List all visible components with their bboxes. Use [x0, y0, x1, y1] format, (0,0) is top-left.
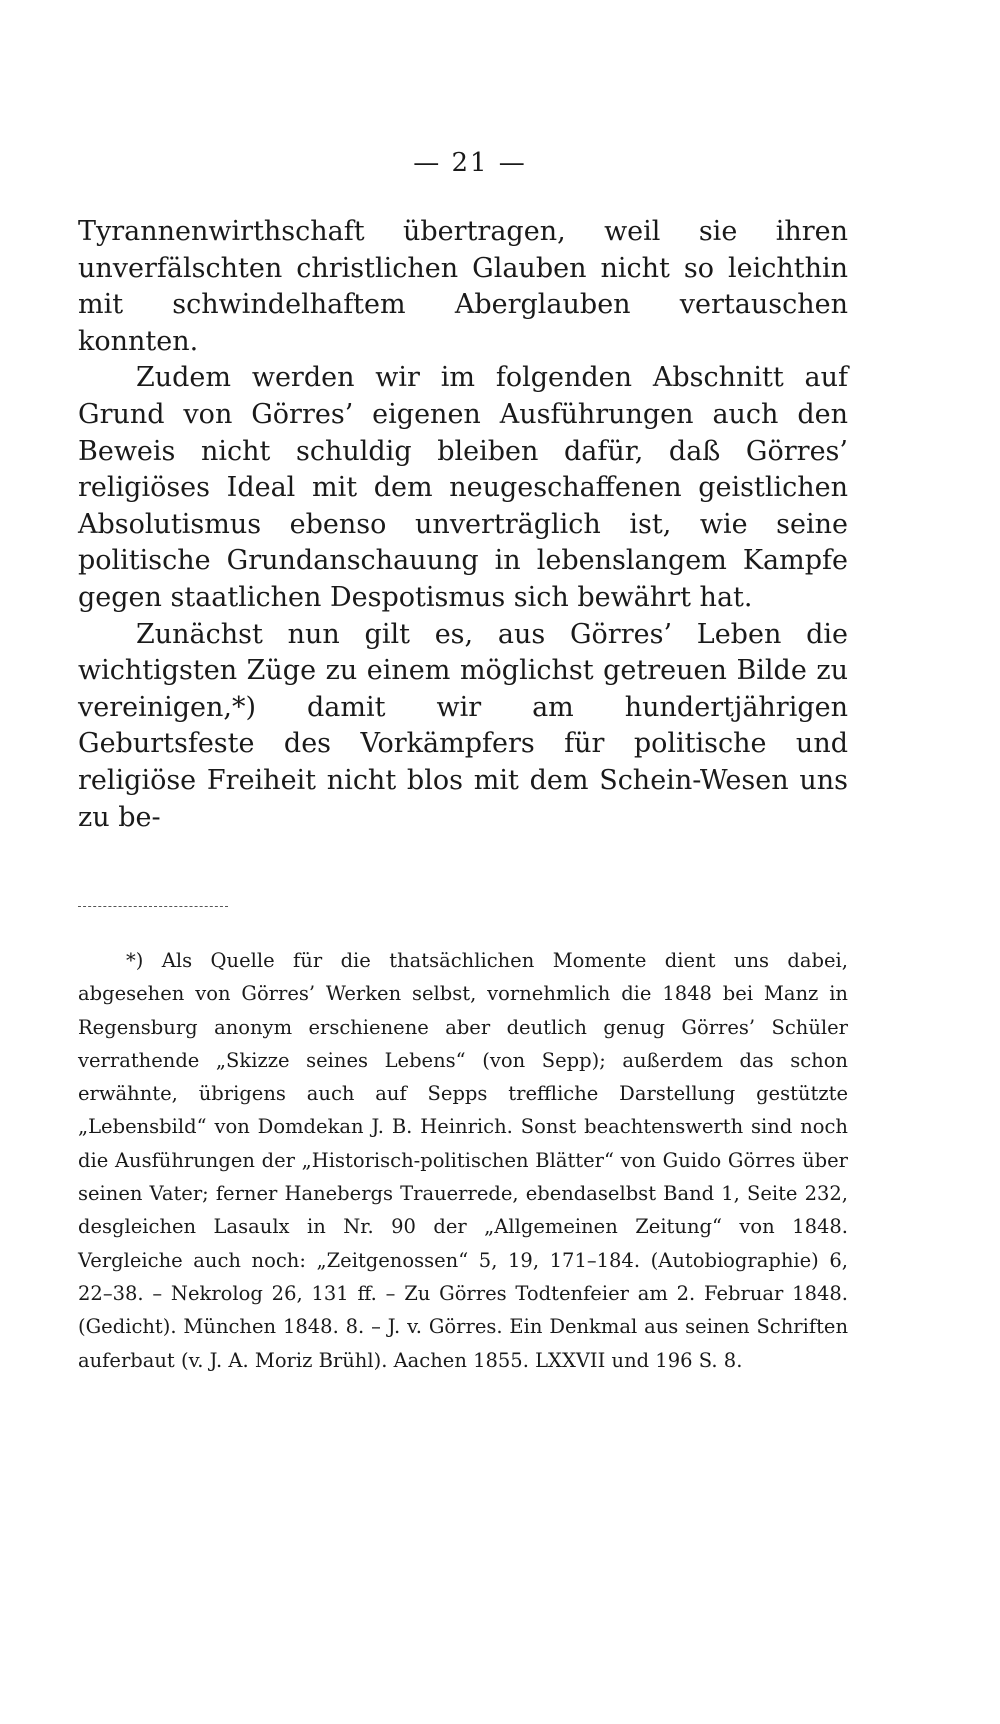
footnote [78, 944, 848, 1377]
paragraph-3: Zunächst nun gilt es, aus Görres’ Leben die wichtigsten Züge zu einem möglichst getreuen Bilde zu vereinigen,*) damit wir am hundertjährigen Geburtsfeste des Vorkämpfers für politische und religiöse Freiheit nicht blos mit dem Schein-Wesen uns zu be- [78, 618, 848, 833]
footnote-divider [78, 906, 228, 907]
paragraph-2: Zudem werden wir im folgenden Abschnitt auf Grund von Görres’ eigenen Ausführungen auch den Beweis nicht schuldig bleiben dafür, daß Görres’ religiöses Ideal mit dem neugeschaffenen geistlichen Absolutismus ebenso unverträglich ist, wie seine politische Grundanschauung in lebenslangem Kampfe gegen staatlichen Despotismus sich bewährt hat. [78, 362, 848, 613]
paragraph-1: Tyrannenwirthschaft übertragen, weil sie ihren unverfälschten christlichen Glauben nicht so leichthin mit schwindelhaftem Aberglauben vertauschen konnten. [78, 216, 848, 357]
page-number: — 21 — [413, 148, 527, 178]
footnote-text: *) Als Quelle für die thatsächlichen Momente dient uns dabei, abgesehen von Görres’ Werken selbst, vornehmlich die 1848 bei Manz in Regensburg anonym erschienene aber deutlich genug Görres’ Schüler verrathende „Skizze seines Lebens“ (von Sepp); außerdem das schon erwähnte, übrigens auch auf Sepps treffliche Darstellung gestützte „Lebensbild“ von Domdekan J. B. Heinrich. Sonst beachtenswerth sind noch die Ausführungen der „Historisch-politischen Blätter“ von Guido Görres über seinen Vater; ferner Hanebergs Trauerrede, ebendaselbst Band 1, Seite 232, desgleichen Lasaulx in Nr. 90 der „Allgemeinen Zeitung“ von 1848. Vergleiche auch noch: „Zeitgenossen“ 5, 19, 171–184. (Autobiographie) 6, 22–38. – Nekrolog 26, 131 ff. – Zu Görres Todtenfeier am 2. Februar 1848. (Gedicht). München 1848. 8. – J. v. Görres. Ein Denkmal aus seinen Schriften auferbaut (v. J. A. Moriz Brühl). Aachen 1855. LXXVII und 196 S. 8. [78, 949, 848, 1372]
main-text [78, 214, 848, 836]
